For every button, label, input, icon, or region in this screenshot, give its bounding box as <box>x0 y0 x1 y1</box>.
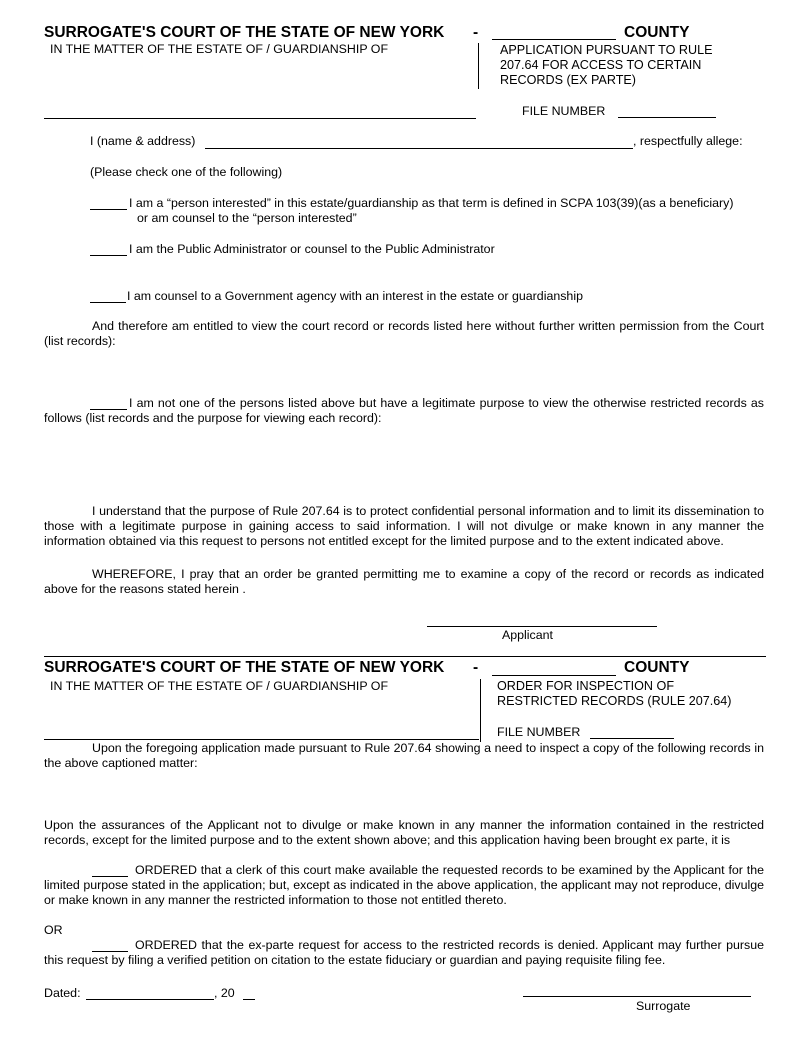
document-title-line: RESTRICTED RECORDS (RULE 207.64) <box>497 694 732 708</box>
matter-label: IN THE MATTER OF THE ESTATE OF / GUARDIANSHIP OF <box>50 42 389 56</box>
name-address-blank[interactable] <box>205 148 633 149</box>
name-address-label: I (name & address) <box>90 134 196 148</box>
file-number-blank[interactable] <box>618 117 716 118</box>
option1-text-cont: or am counsel to the “person interested” <box>137 211 357 225</box>
check-instruction: (Please check one of the following) <box>90 165 283 179</box>
document-title-line: ORDER FOR INSPECTION OF <box>497 679 675 693</box>
option3-text: I am counsel to a Government agency with an interest in the estate or guardianship <box>127 289 583 303</box>
year-blank[interactable] <box>243 999 255 1000</box>
foregoing-text: Upon the foregoing application made pursuant to Rule 207.64 showing a need to inspect a copy of the following records in the above captioned matter: <box>44 741 764 770</box>
applicant-label: Applicant <box>502 628 553 642</box>
file-number-label: FILE NUMBER <box>522 104 606 118</box>
applicant-signature-line[interactable] <box>427 626 657 627</box>
surrogate-label: Surrogate <box>636 999 691 1013</box>
county-blank[interactable] <box>492 675 616 676</box>
court-title: SURROGATE'S COURT OF THE STATE OF NEW YORK <box>44 659 445 676</box>
option1-checkbox-blank[interactable] <box>90 209 127 210</box>
or-label: OR <box>44 923 63 937</box>
option1-text: I am a “person interested” in this estate/guardianship as that term is defined in SCPA 103(39)(as a beneficiary) <box>129 196 734 210</box>
county-blank[interactable] <box>492 39 616 40</box>
document-title-line: RECORDS (EX PARTE) <box>500 73 636 87</box>
court-title: SURROGATE'S COURT OF THE STATE OF NEW YORK <box>44 24 445 41</box>
respectfully-allege: , respectfully allege: <box>633 134 743 148</box>
ordered2-text: ORDERED that the ex-parte request for access to the restricted records is denied. Applicant may further pursue this request by filing a verified petition on citation to the estate fiduciary or guardian and paying requisite filing fee. <box>44 938 764 967</box>
matter-label: IN THE MATTER OF THE ESTATE OF / GUARDIANSHIP OF <box>50 679 389 693</box>
document-title <box>500 43 713 88</box>
surrogate-signature-line[interactable] <box>523 996 751 997</box>
section-divider <box>44 656 766 657</box>
county-label: COUNTY <box>624 659 690 676</box>
file-number-blank[interactable] <box>590 738 674 739</box>
document-title <box>497 679 731 709</box>
document-title-line: APPLICATION PURSUANT TO RULE <box>500 43 713 57</box>
option4-text: I am not one of the persons listed above but have a legitimate purpose to view the otherwise restricted records as follows (list records and the purpose for viewing each record): <box>44 396 764 425</box>
option3-checkbox-blank[interactable] <box>90 302 126 303</box>
county-label: COUNTY <box>624 24 690 41</box>
dated-label: Dated: <box>44 986 81 1000</box>
date-blank[interactable] <box>86 999 214 1000</box>
wherefore-text: WHEREFORE, I pray that an order be granted permitting me to examine a copy of the record or records as indicated above for the reasons stated herein . <box>44 567 764 596</box>
entitled-text: And therefore am entitled to view the court record or records listed here without further written permission from the Court (list records): <box>44 319 764 348</box>
caption-divider <box>478 43 479 89</box>
assurances-text: Upon the assurances of the Applicant not to divulge or make known in any manner the information contained in the restricted records, except for the limited purpose and to the extent shown above; and this application having been brought ex parte, it is <box>44 818 764 847</box>
option2-checkbox-blank[interactable] <box>90 255 127 256</box>
caption-divider <box>480 679 481 742</box>
estate-name-line[interactable] <box>44 118 476 119</box>
caption-dash: - <box>473 659 479 676</box>
ordered1-text: ORDERED that a clerk of this court make available the requested records to be examined by the Applicant for the limited purpose stated in the application; but, except as indicated in the above application, the applicant may not reproduce, divulge or make known in any manner the restricted information to those not entitled thereto. <box>44 863 764 907</box>
option2-text: I am the Public Administrator or counsel to the Public Administrator <box>129 242 495 256</box>
year-prefix: , 20 <box>214 986 235 1000</box>
understand-text: I understand that the purpose of Rule 207.64 is to protect confidential personal information and to limit its dissemination to those with a legitimate purpose in gaining access to said information. I will not divulge or make known in any manner the information obtained via this request to persons not entitled except for the limited purpose and to the extent indicated above. <box>44 504 764 548</box>
document-title-line: 207.64 FOR ACCESS TO CERTAIN <box>500 58 702 72</box>
caption-dash: - <box>473 24 479 41</box>
file-number-label: FILE NUMBER <box>497 725 581 739</box>
estate-name-line[interactable] <box>44 739 479 740</box>
